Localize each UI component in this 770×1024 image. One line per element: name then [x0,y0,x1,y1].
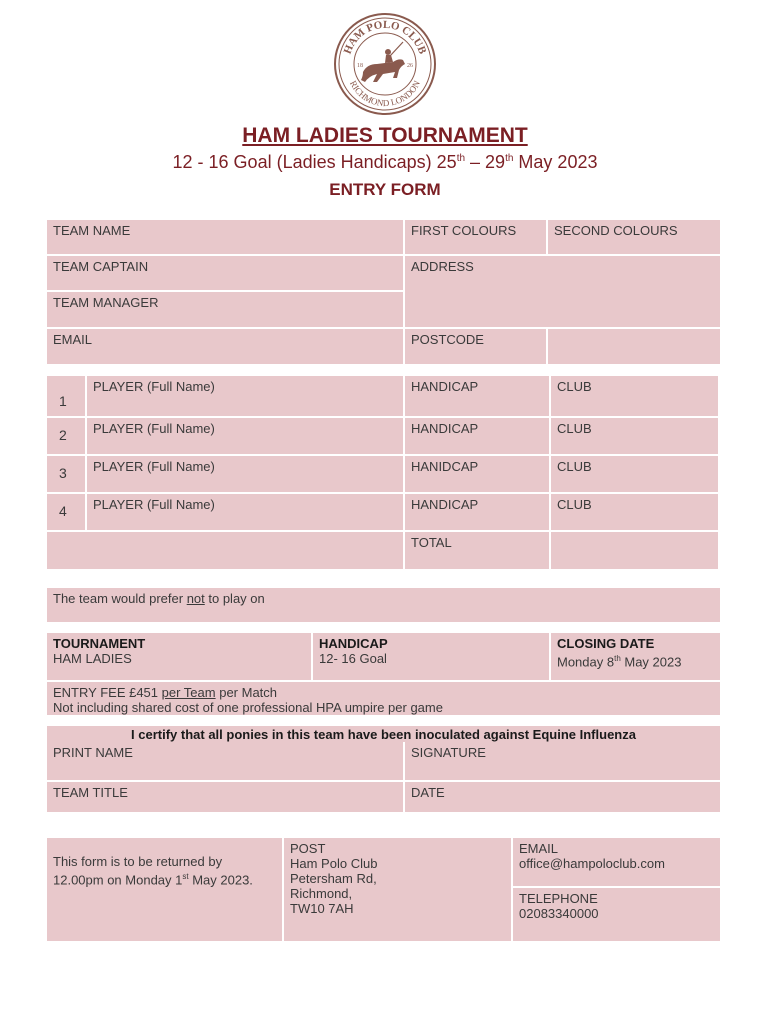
print-name-field[interactable]: PRINT NAME [47,742,403,780]
team-name-field[interactable]: TEAM NAME [47,220,403,254]
polo-player-icon [361,42,405,82]
team-manager-field[interactable]: TEAM MANAGER [47,292,403,327]
address-field[interactable]: ADDRESS [405,256,720,327]
tournament-title: HAM LADIES TOURNAMENT [242,124,528,147]
player-club-field[interactable]: CLUB [551,376,718,416]
player-name-field[interactable]: PLAYER (Full Name) [87,418,403,454]
logo-year-left: 18 [357,63,363,69]
player-handicap-field[interactable]: HANDICAP [405,494,549,530]
player-name-field[interactable]: PLAYER (Full Name) [87,494,403,530]
email-field[interactable]: EMAIL [47,329,403,364]
postcode-field[interactable] [548,329,720,364]
svg-text:RICHMOND LONDON [348,78,422,108]
handicap-info: HANDICAP 12- 16 Goal [313,633,549,680]
telephone-contact-info: TELEPHONE 02083340000 [513,888,720,941]
second-colours-field[interactable]: SECOND COLOURS [548,220,720,254]
entry-form-title: ENTRY FORM [329,180,441,199]
player-handicap-field[interactable]: HANDICAP [405,376,549,416]
total-label: TOTAL [405,532,549,569]
date-field[interactable]: DATE [405,782,720,812]
player-number: 1 [47,376,85,416]
logo-ring-bottom: RICHMOND LONDON [348,78,422,109]
postal-address-info: POST Ham Polo Club Petersham Rd, Richmond, TW10 7AH [284,838,511,941]
player-name-field[interactable]: PLAYER (Full Name) [87,456,403,492]
team-captain-field[interactable]: TEAM CAPTAIN [47,256,403,290]
total-spacer [47,532,403,569]
prefer-not-to-play-field[interactable]: The team would prefer not to play on [47,588,720,622]
club-logo [333,12,437,116]
player-number: 4 [47,494,85,530]
player-club-field[interactable]: CLUB [551,494,718,530]
player-club-field[interactable]: CLUB [551,456,718,492]
entry-fee-info: ENTRY FEE £451 per Team per Match Not including shared cost of one professional HPA umpire per game [47,682,720,715]
team-title-field[interactable]: TEAM TITLE [47,782,403,812]
postcode-label: POSTCODE [405,329,546,364]
player-number: 3 [47,456,85,492]
tournament-info: TOURNAMENT HAM LADIES [47,633,311,680]
tournament-subtitle: 12 - 16 Goal (Ladies Handicaps) 25th – 29th May 2023 [172,152,598,172]
return-deadline-info: This form is to be returned by 12.00pm on Monday 1st May 2023. [47,838,282,941]
player-number: 2 [47,418,85,454]
first-colours-field[interactable]: FIRST COLOURS [405,220,546,254]
email-contact-info: EMAIL office@hampoloclub.com [513,838,720,886]
signature-field[interactable]: SIGNATURE [405,742,720,780]
player-name-field[interactable]: PLAYER (Full Name) [87,376,403,416]
closing-date-info: CLOSING DATE Monday 8th May 2023 [551,633,720,680]
total-field[interactable] [551,532,718,569]
logo-ring-top: HAM POLO CLUB [341,18,429,56]
certify-statement: I certify that all ponies in this team have been inoculated against Equine Influenza [47,726,720,742]
player-handicap-field[interactable]: HANIDCAP [405,456,549,492]
player-handicap-field[interactable]: HANDICAP [405,418,549,454]
player-club-field[interactable]: CLUB [551,418,718,454]
logo-year-right: 26 [407,63,413,69]
